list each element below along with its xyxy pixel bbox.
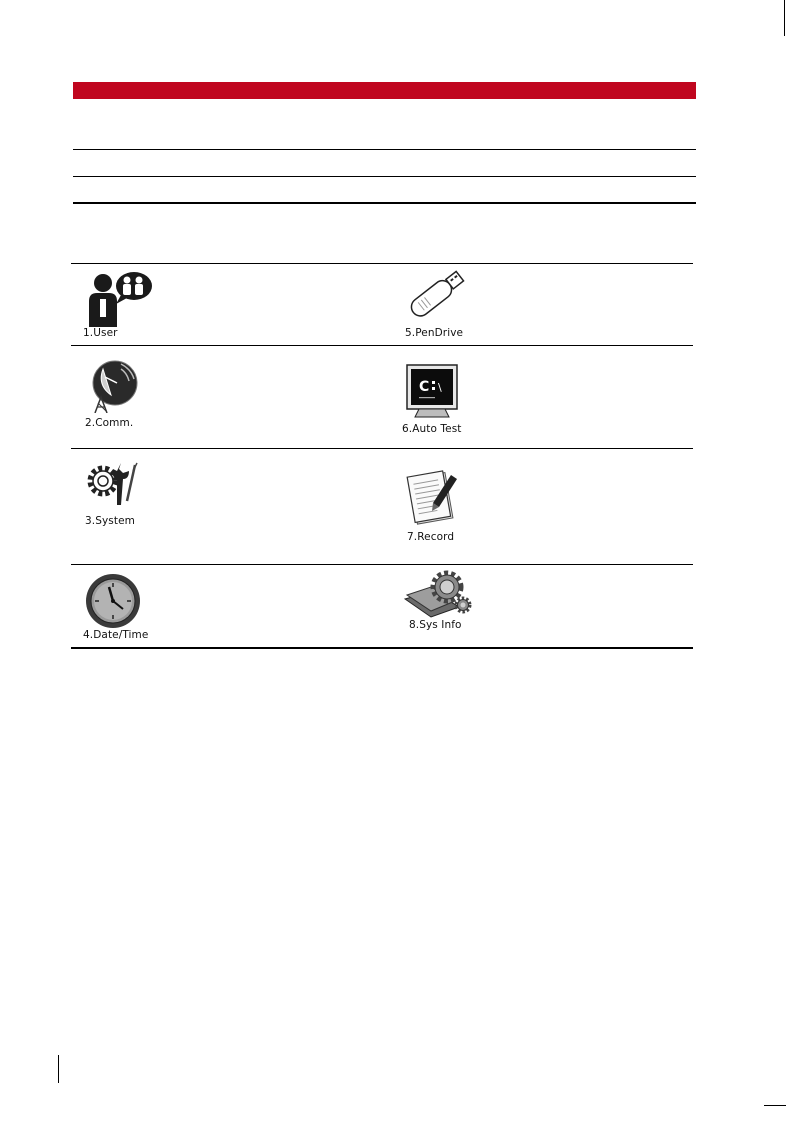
menu-item-label: 2.Comm. xyxy=(85,417,134,429)
menu-item-user[interactable] xyxy=(79,269,169,341)
footer-margin-line xyxy=(58,1055,59,1083)
table-row-divider xyxy=(71,448,693,449)
table-border-bottom xyxy=(71,647,693,649)
menu-item-sys-info[interactable] xyxy=(401,569,511,641)
divider-line xyxy=(73,149,696,150)
menu-item-record[interactable] xyxy=(401,463,511,547)
divider-line xyxy=(73,176,696,177)
table-row-divider xyxy=(71,564,693,565)
menu-item-label: 8.Sys Info xyxy=(409,619,462,631)
header-red-bar xyxy=(73,82,696,99)
monitor-icon xyxy=(405,361,461,419)
menu-item-pendrive[interactable] xyxy=(401,267,511,341)
menu-item-auto-test[interactable] xyxy=(401,355,511,439)
gears-folder-icon xyxy=(403,569,477,621)
menu-item-date-time[interactable] xyxy=(79,571,179,643)
menu-item-system[interactable] xyxy=(79,457,169,537)
main-menu-table xyxy=(71,263,693,649)
gear-wrench-icon xyxy=(85,461,141,509)
footer-corner-mark xyxy=(764,1105,786,1106)
menu-item-label: 4.Date/Time xyxy=(83,629,149,641)
page-corner-mark xyxy=(784,0,785,36)
document-pencil-icon xyxy=(405,467,461,525)
satellite-dish-icon xyxy=(87,359,139,413)
table-border-top xyxy=(71,263,693,264)
menu-item-comm[interactable] xyxy=(79,353,169,433)
svg-text:C: C xyxy=(419,379,430,395)
menu-item-label: 7.Record xyxy=(407,531,455,543)
clock-icon xyxy=(85,573,141,629)
menu-item-label: 5.PenDrive xyxy=(405,327,464,339)
usb-drive-icon xyxy=(405,267,469,321)
svg-text:\: \ xyxy=(438,381,442,394)
table-row-divider xyxy=(71,345,693,346)
menu-item-label: 6.Auto Test xyxy=(402,423,462,435)
menu-item-label: 1.User xyxy=(83,327,118,339)
user-icon xyxy=(83,271,155,327)
divider-line xyxy=(73,202,696,204)
menu-item-label: 3.System xyxy=(85,515,135,527)
